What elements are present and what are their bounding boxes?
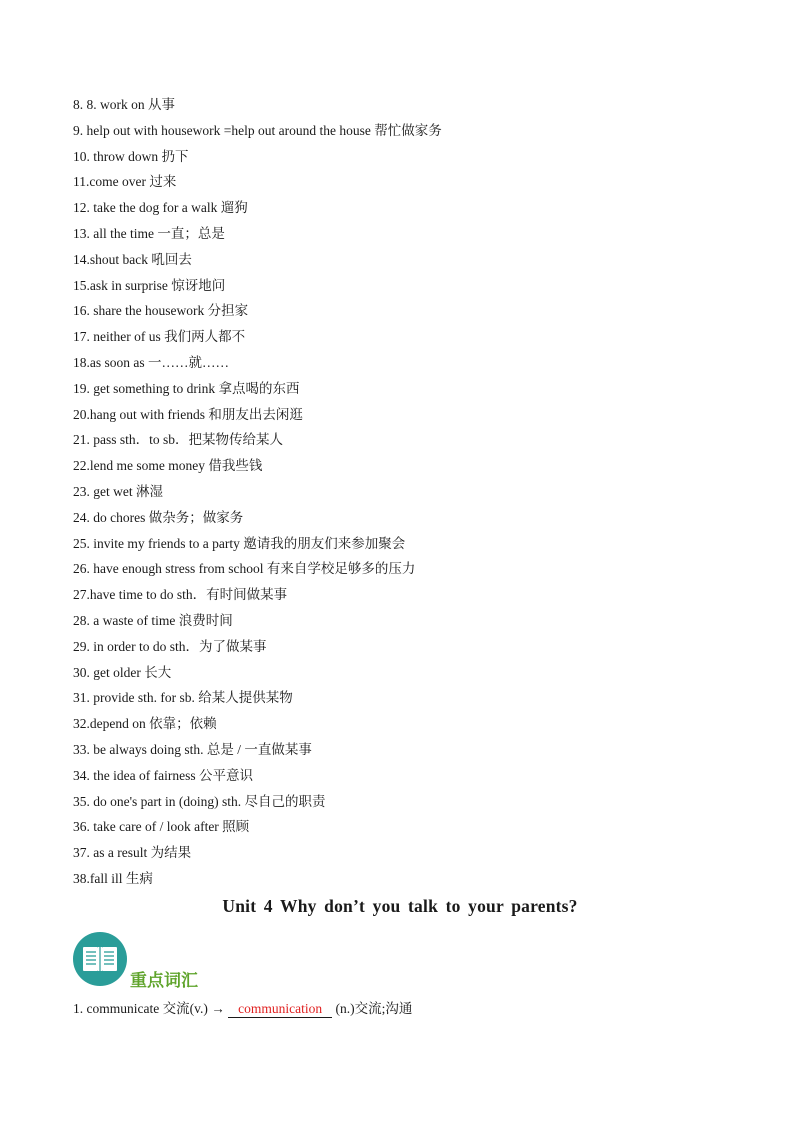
vocab-prefix: 1. communicate 交流(v.) → — [73, 1001, 225, 1016]
phrase-item: 31. provide sth. for sb. 给某人提供某物 — [73, 690, 293, 706]
phrase-item: 24. do chores 做杂务；做家务 — [73, 509, 244, 525]
phrase-item: 20.hang out with friends 和朋友出去闲逛 — [73, 406, 303, 422]
phrase-item: 32.depend on 依靠；依赖 — [73, 716, 217, 732]
phrase-item: 28. a waste of time 浪费时间 — [73, 612, 233, 628]
phrase-item: 9. help out with housework =help out around the house 帮忙做家务 — [73, 122, 442, 138]
phrase-item: 12. take the dog for a walk 遛狗 — [73, 200, 248, 216]
phrase-item: 27.have time to do sth．有时间做某事 — [73, 587, 288, 603]
phrase-item: 38.fall ill 生病 — [73, 870, 153, 886]
phrase-item: 35. do one's part in (doing) sth. 尽自己的职责 — [73, 793, 326, 809]
phrase-item: 37. as a result 为结果 — [73, 845, 192, 861]
book-icon — [73, 932, 127, 986]
phrase-item: 23. get wet 淋湿 — [73, 483, 163, 499]
phrase-item: 14.shout back 吼回去 — [73, 251, 192, 267]
phrase-item: 11.come over 过来 — [73, 174, 177, 190]
phrase-item: 16. share the housework 分担家 — [73, 303, 249, 319]
phrase-item: 30. get older 长大 — [73, 664, 172, 680]
vocab-item — [73, 998, 412, 1020]
phrase-item: 13. all the time 一直；总是 — [73, 225, 225, 241]
phrase-item: 26. have enough stress from school 有来自学校足够多的压力 — [73, 561, 416, 577]
vocab-suffix: (n.)交流;沟通 — [335, 1001, 413, 1016]
section-label: 重点词汇 — [130, 971, 198, 991]
phrase-item: 18.as soon as 一……就…… — [73, 354, 229, 370]
unit-title: Unit 4 Why don’t you talk to your parents? — [222, 896, 578, 916]
phrase-item: 17. neither of us 我们两人都不 — [73, 329, 246, 345]
vocab-answer-blank: communication — [228, 1001, 332, 1018]
phrase-item: 29. in order to do sth．为了做某事 — [73, 638, 267, 654]
phrase-item: 25. invite my friends to a party 邀请我的朋友们来参加聚会 — [73, 535, 406, 551]
section-header — [73, 932, 273, 992]
phrase-item: 36. take care of / look after 照顾 — [73, 819, 250, 835]
phrase-item: 15.ask in surprise 惊讶地问 — [73, 277, 226, 293]
phrase-item: 10. throw down 扔下 — [73, 148, 189, 164]
phrase-item: 33. be always doing sth. 总是 / 一直做某事 — [73, 741, 312, 757]
phrase-item: 21. pass sth．to sb．把某物传给某人 — [73, 432, 284, 448]
phrase-item: 22.lend me some money 借我些钱 — [73, 458, 263, 474]
phrase-item: 8. 8. work on 从事 — [73, 97, 175, 112]
phrase-list — [73, 92, 442, 892]
phrase-item: 19. get something to drink 拿点喝的东西 — [73, 380, 300, 396]
phrase-item: 34. the idea of fairness 公平意识 — [73, 767, 253, 783]
